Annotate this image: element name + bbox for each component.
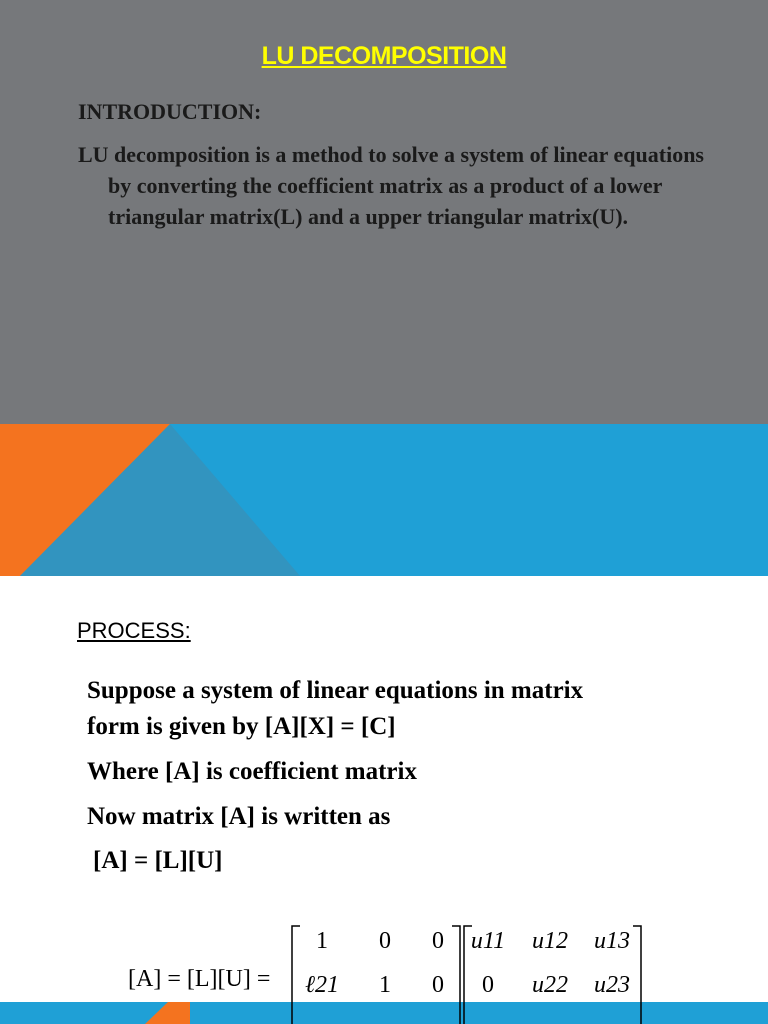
process-heading: PROCESS: xyxy=(77,618,191,643)
U-1-1: u11 xyxy=(470,928,506,954)
U-1-2: u12 xyxy=(532,928,568,954)
L-1-1: 1 xyxy=(316,928,328,954)
U-2-1: 0 xyxy=(482,972,494,998)
intro-paragraph: LU decomposition is a method to solve a system of linear equations by converting the coefficient matrix as a product of a lower triangular matrix(L) and a upper triangular matrix(U). xyxy=(78,142,704,229)
L-2-1: ℓ21 xyxy=(305,972,339,998)
L-2-3: 0 xyxy=(432,972,444,998)
decorative-band xyxy=(0,424,768,576)
process-line-3: Where [A] is coefficient matrix xyxy=(87,758,417,785)
L-1-3: 0 xyxy=(432,928,444,954)
U-1-3: u13 xyxy=(594,928,630,954)
U-2-2: u22 xyxy=(532,972,568,998)
process-line-4: Now matrix [A] is written as xyxy=(87,803,391,830)
L-2-2: 1 xyxy=(379,972,391,998)
process-line-1: Suppose a system of linear equations in matrix xyxy=(87,677,584,704)
process-line-2: form is given by [A][X] = [C] xyxy=(87,713,396,740)
lu-equation xyxy=(0,900,768,1024)
L-1-2: 0 xyxy=(379,928,391,954)
slide-title: LU DECOMPOSITION xyxy=(261,42,507,70)
equation-lhs: [A] = [L][U] = xyxy=(128,966,271,992)
U-2-3: u23 xyxy=(594,972,630,998)
intro-heading: INTRODUCTION: xyxy=(78,99,262,124)
process-line-5: [A] = [L][U] xyxy=(93,847,223,874)
